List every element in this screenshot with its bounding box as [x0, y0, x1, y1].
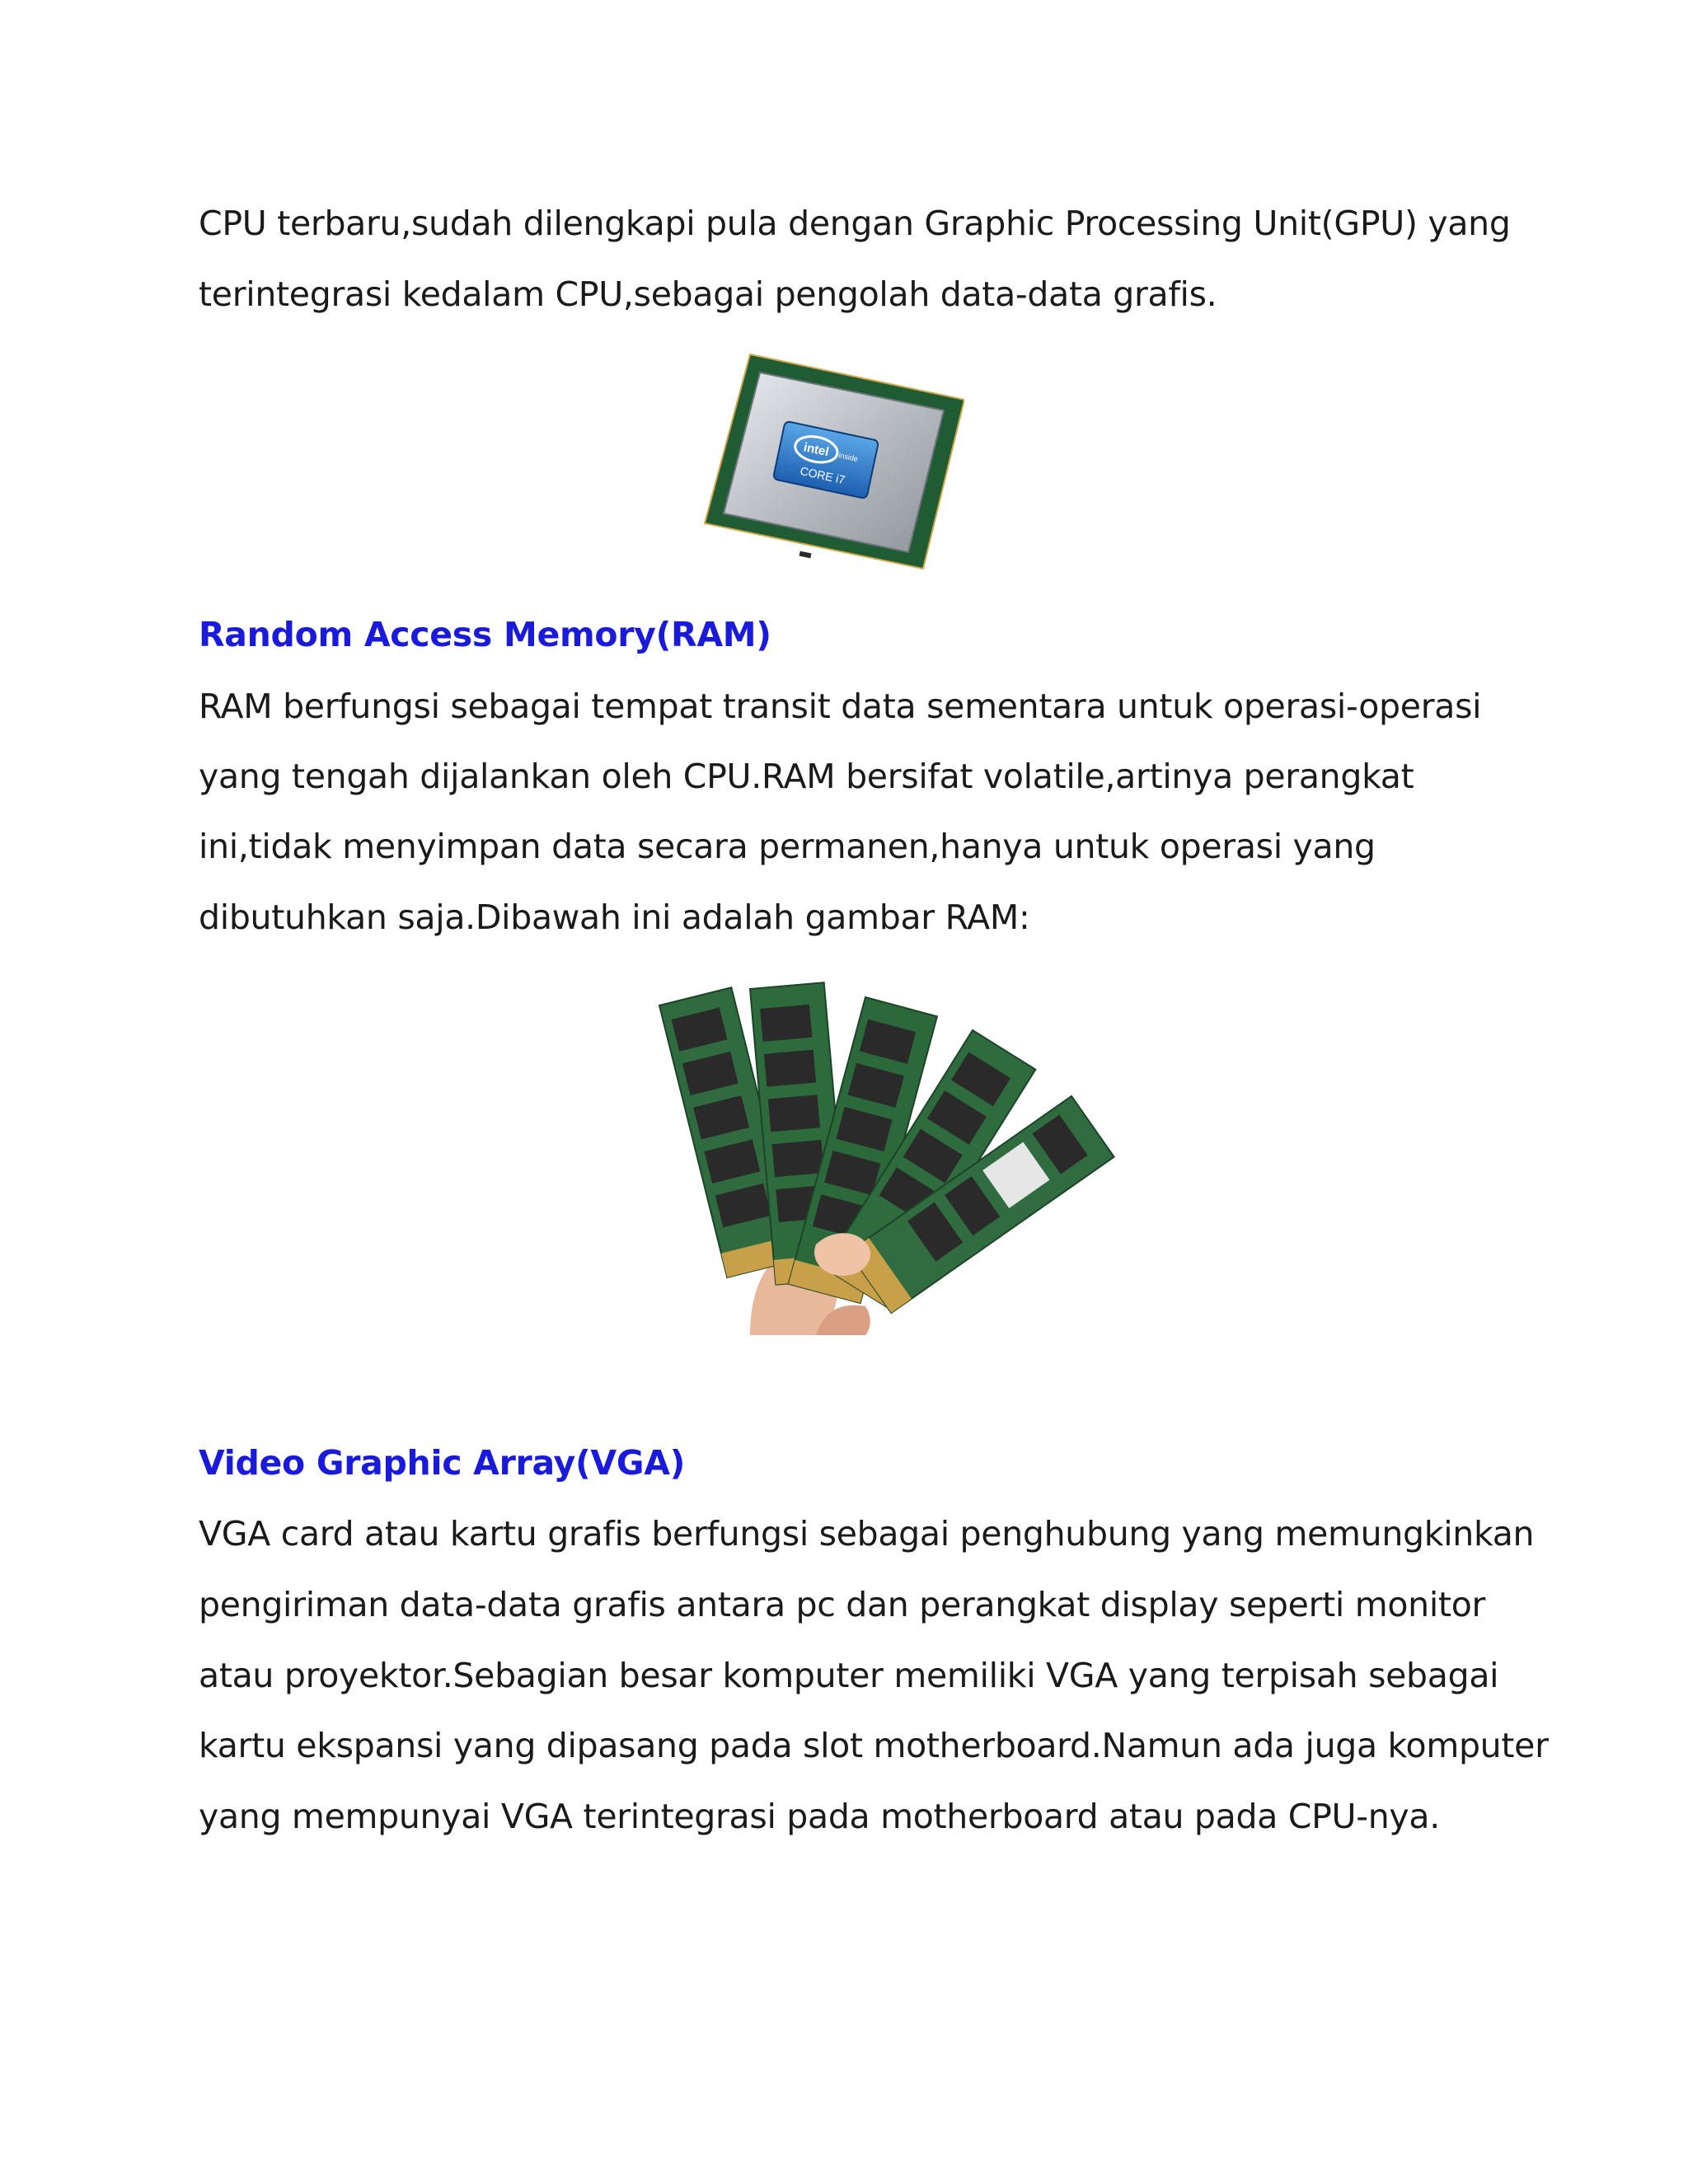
- ram-line-1: RAM berfungsi sebagai tempat transit data sementara untuk operasi-operasi: [199, 687, 1482, 726]
- ram-line-2: yang tengah dijalankan oleh CPU.RAM bersifat volatile,artinya perangkat: [199, 757, 1414, 796]
- vga-heading: Video Graphic Array(VGA): [199, 1443, 686, 1483]
- ram-modules-icon: [626, 972, 1121, 1343]
- vga-line-1: VGA card atau kartu grafis berfungsi sebagai penghubung yang memungkinkan: [199, 1514, 1535, 1554]
- cpu-brand-sub-text: inside: [837, 451, 859, 463]
- ram-line-4: dibutuhkan saja.Dibawah ini adalah gambar RAM:: [199, 898, 1030, 937]
- intro-line-2: terintegrasi kedalam CPU,sebagai pengolah data-data grafis.: [199, 274, 1217, 314]
- intro-line-1: CPU terbaru,sudah dilengkapi pula dengan Graphic Processing Unit(GPU) yang: [199, 204, 1511, 243]
- cpu-chip-icon: [701, 346, 964, 577]
- cpu-brand-text: intel: [802, 440, 831, 460]
- ram-line-3: ini,tidak menyimpan data secara permanen,hanya untuk operasi yang: [199, 827, 1376, 866]
- vga-line-4: kartu ekspansi yang dipasang pada slot motherboard.Namun ada juga komputer: [199, 1726, 1549, 1765]
- vga-line-3: atau proyektor.Sebagian besar komputer memiliki VGA yang terpisah sebagai: [199, 1656, 1499, 1695]
- vga-line-5: yang mempunyai VGA terintegrasi pada motherboard atau pada CPU-nya.: [199, 1797, 1440, 1836]
- ram-image: [626, 972, 1121, 1343]
- vga-line-2: pengiriman data-data grafis antara pc dan perangkat display seperti monitor: [199, 1585, 1486, 1624]
- cpu-model-text: CORE i7: [799, 464, 846, 487]
- cpu-image: [701, 346, 964, 577]
- ram-heading: Random Access Memory(RAM): [199, 615, 771, 654]
